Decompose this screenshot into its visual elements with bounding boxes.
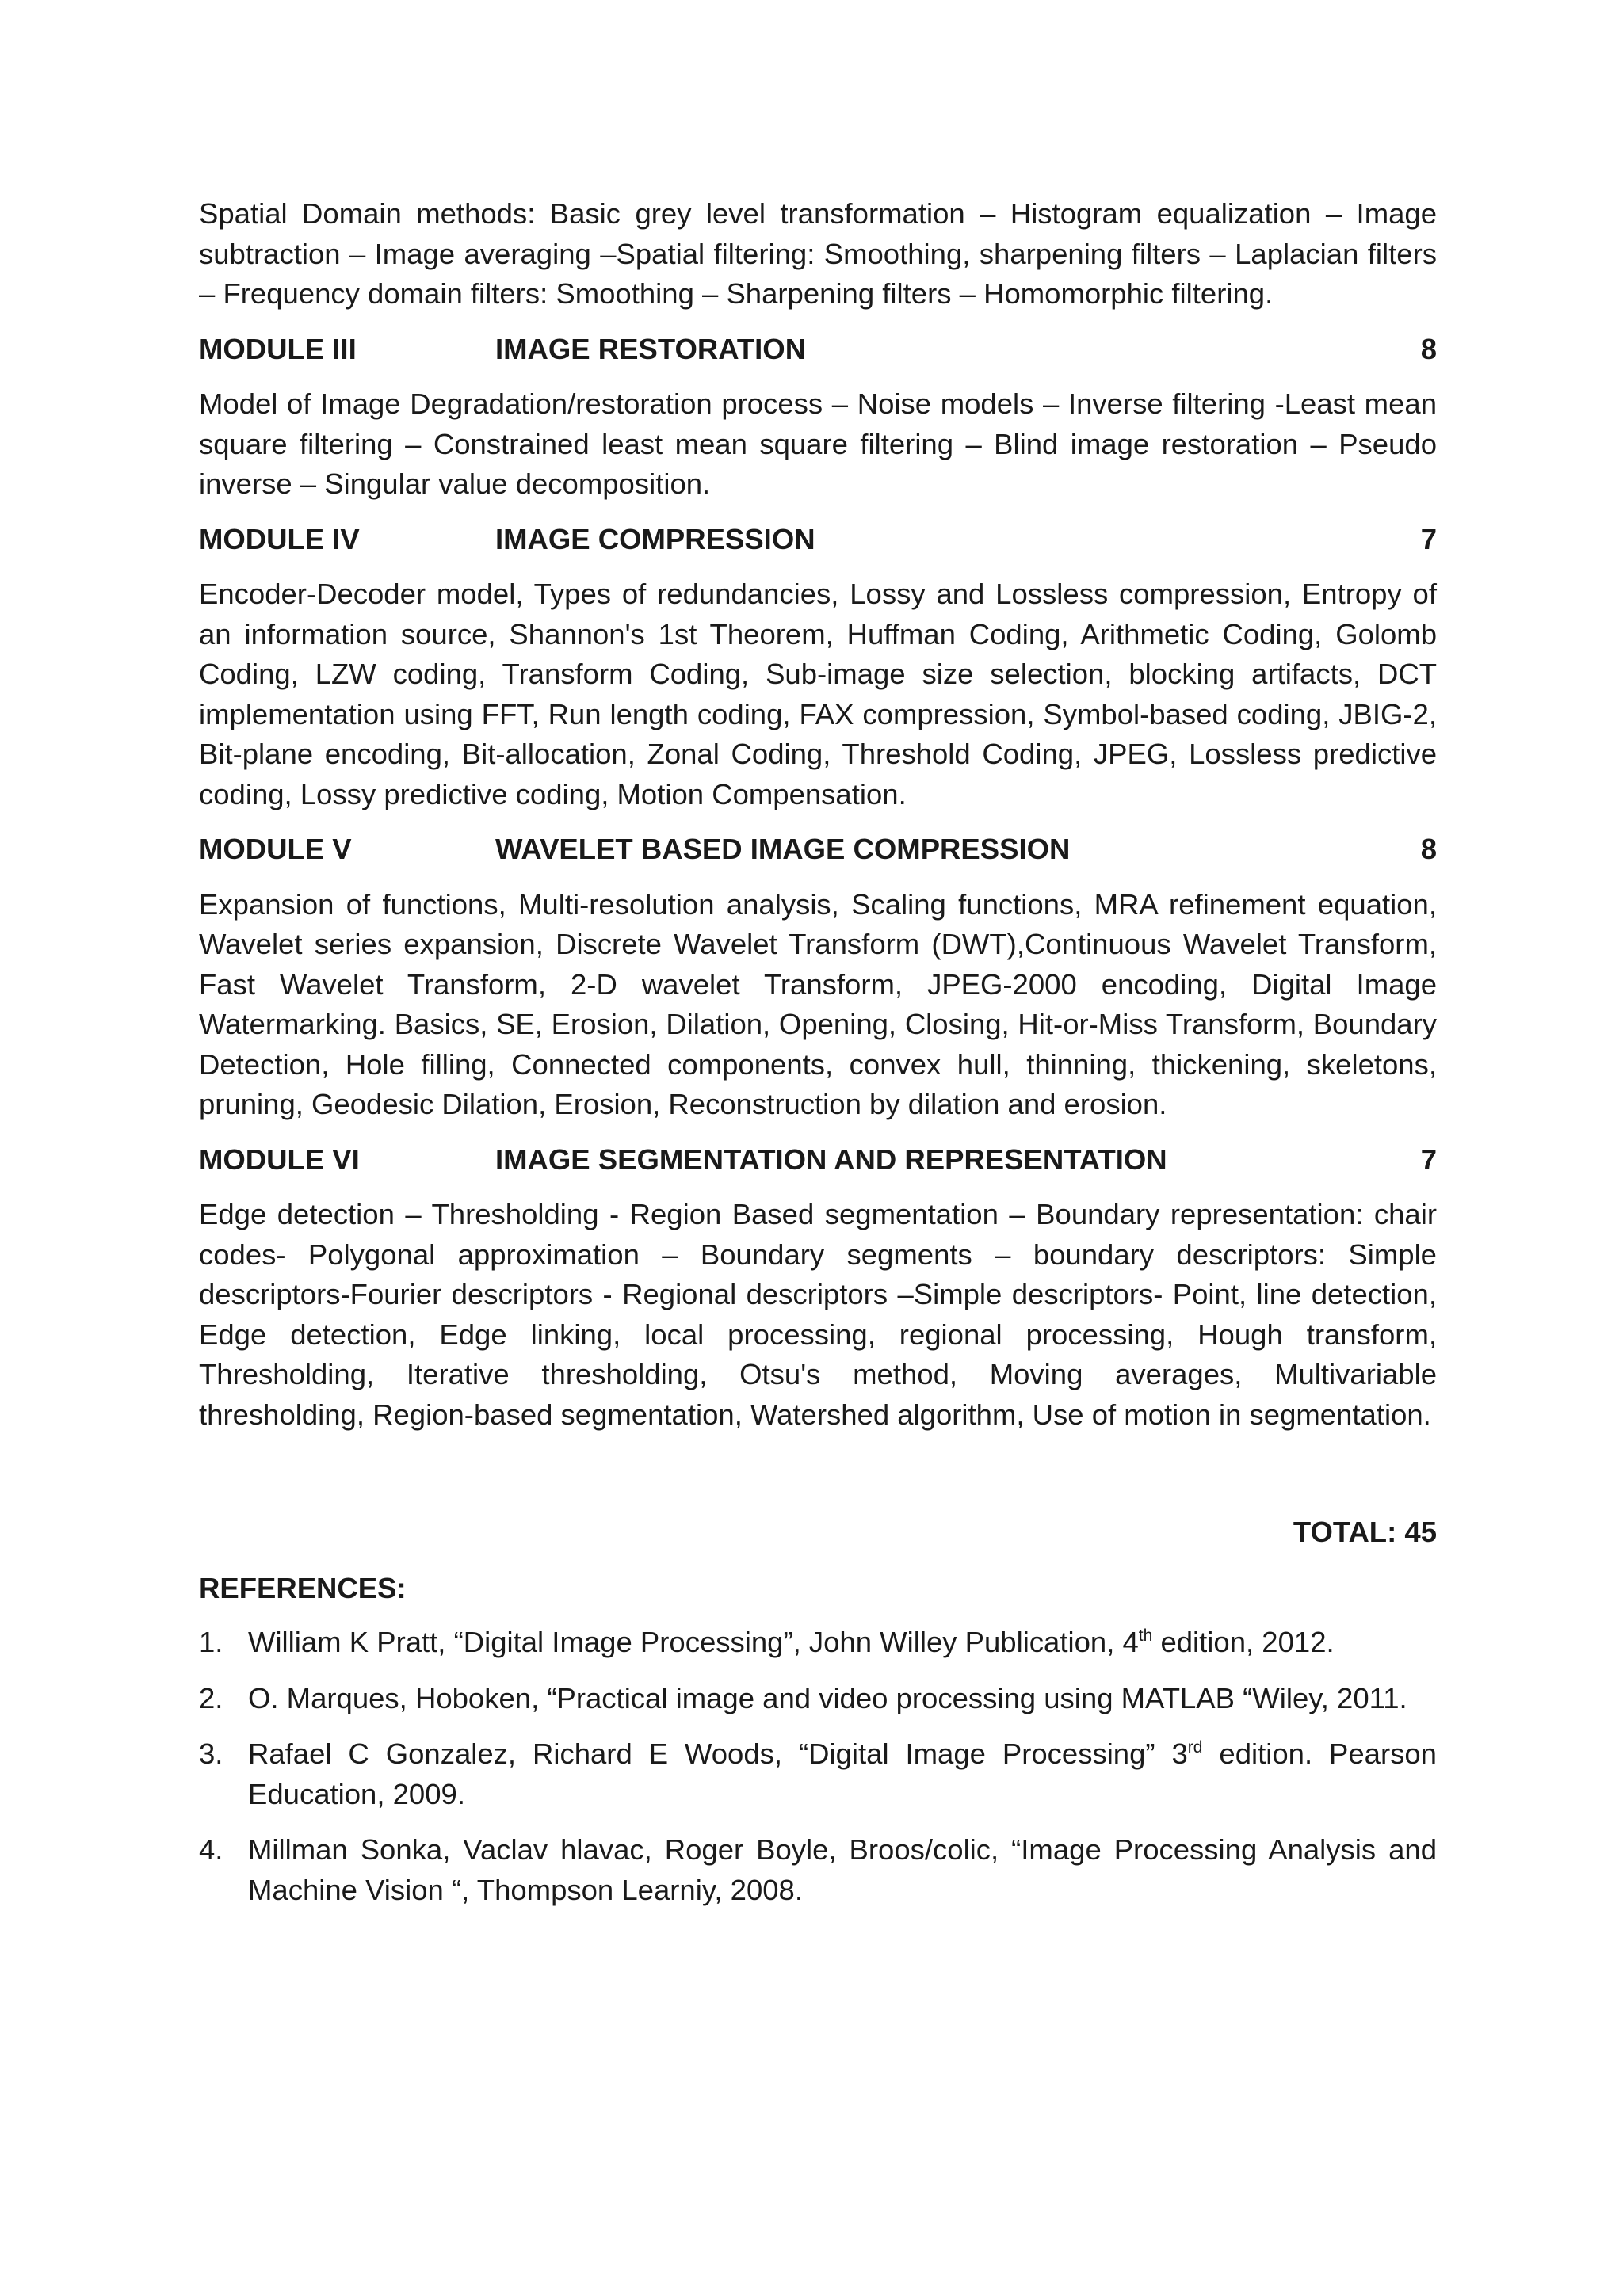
module-hours: 8 [1420, 332, 1437, 365]
module-title: IMAGE SEGMENTATION AND REPRESENTATION [495, 1142, 1167, 1176]
module-body: Edge detection – Thresholding - Region Based segmentation – Boundary representation: chair codes- Polygonal approximation – Boundary segments – boundary descriptors: Simple descriptors-Fourier descriptors - Regional descriptors –Simple descriptors- Point, line detection, Edge detection, Edge linking, local processing, regional processing, Hough transform, Thresholding, Iterative thresholding, Otsu's method, Moving averages, Multivariable thresholding, Region-based segmentation, Watershed algorithm, Use of motion in segmentation. [199, 1198, 1437, 1431]
references-list [199, 1623, 1437, 1910]
module-hours: 7 [1420, 522, 1437, 555]
reference-number: 2. [199, 1681, 223, 1714]
module-heading [199, 520, 1437, 560]
document-page [199, 194, 1437, 1926]
module-body: Encoder-Decoder model, Types of redundancies, Lossy and Lossless compression, Entropy of an information source, Shannon's 1st Theorem, Huffman Coding, Arithmetic Coding, Golomb Coding, LZW coding, Transform Coding, Sub-image size selection, blocking artifacts, DCT implementation using FFT, Run length coding, FAX compression, Symbol-based coding, JBIG-2, Bit-plane encoding, Bit-allocation, Zonal Coding, Threshold Coding, JPEG, Lossless predictive coding, Lossy predictive coding, Motion Compensation. [199, 578, 1437, 810]
module-heading [199, 330, 1437, 370]
module-code: MODULE IV [199, 522, 360, 555]
intro-paragraph: Spatial Domain methods: Basic grey level transformation – Histogram equalization – Image subtraction – Image averaging –Spatial filtering: Smoothing, sharpening filters – Laplacian filters – Frequency domain filters: Smoothing – Sharpening filters – Homomorphic filtering. [199, 197, 1437, 310]
reference-text [248, 1623, 1437, 1663]
reference-text-main: William K Pratt, “Digital Image Processing”, John Willey Publication, 4 [248, 1626, 1139, 1658]
reference-text-tail: edition. Pearson Education, 2009. [248, 1737, 1437, 1810]
reference-text [248, 1734, 1437, 1814]
module-code: MODULE VI [199, 1142, 360, 1176]
reference-number: 1. [199, 1626, 223, 1658]
reference-item [199, 1679, 1437, 1719]
reference-item [199, 1830, 1437, 1910]
module-body: Expansion of functions, Multi-resolution analysis, Scaling functions, MRA refinement equation, Wavelet series expansion, Discrete Wavelet Transform (DWT),Continuous Wavelet Transform, Fast Wavelet Transform, 2-D wavelet Transform, JPEG-2000 encoding, Digital Image Watermarking. Basics, SE, Erosion, Dilation, Opening, Closing, Hit-or-Miss Transform, Boundary Detection, Hole filling, Connected components, convex hull, thinning, thickening, skeletons, pruning, Geodesic Dilation, Erosion, Reconstruction by dilation and erosion. [199, 887, 1437, 1120]
module-hours: 7 [1420, 1142, 1437, 1176]
reference-text-main: Millman Sonka, Vaclav hlavac, Roger Boyle, Broos/colic, “Image Processing Analysis and Machine Vision “, Thompson Learniy, 2008. [248, 1833, 1437, 1906]
module-title: IMAGE COMPRESSION [495, 522, 815, 555]
reference-item [199, 1734, 1437, 1814]
module-heading [199, 830, 1437, 870]
reference-text-main: Rafael C Gonzalez, Richard E Woods, “Digital Image Processing” 3 [248, 1737, 1188, 1770]
reference-text [248, 1830, 1437, 1910]
module-title: IMAGE RESTORATION [495, 332, 807, 365]
references-heading: REFERENCES: [199, 1571, 407, 1604]
module-hours: 8 [1420, 833, 1437, 865]
reference-item [199, 1623, 1437, 1663]
reference-number: 3. [199, 1737, 223, 1770]
reference-text-main: O. Marques, Hoboken, “Practical image and video processing using MATLAB “Wiley, 2011. [248, 1681, 1407, 1714]
reference-number: 4. [199, 1833, 223, 1866]
reference-superscript: rd [1187, 1738, 1203, 1756]
total-hours: TOTAL: 45 [1293, 1516, 1437, 1548]
reference-text-tail: edition, 2012. [1152, 1626, 1335, 1658]
reference-text [248, 1679, 1437, 1719]
module-code: MODULE V [199, 833, 352, 865]
module-code: MODULE III [199, 332, 357, 365]
module-heading [199, 1140, 1437, 1180]
module-body: Model of Image Degradation/restoration process – Noise models – Inverse filtering -Least mean square filtering – Constrained least mean square filtering – Blind image restoration – Pseudo inverse – Singular value decomposition. [199, 387, 1437, 500]
module-title: WAVELET BASED IMAGE COMPRESSION [495, 833, 1071, 865]
reference-superscript: th [1138, 1627, 1153, 1645]
